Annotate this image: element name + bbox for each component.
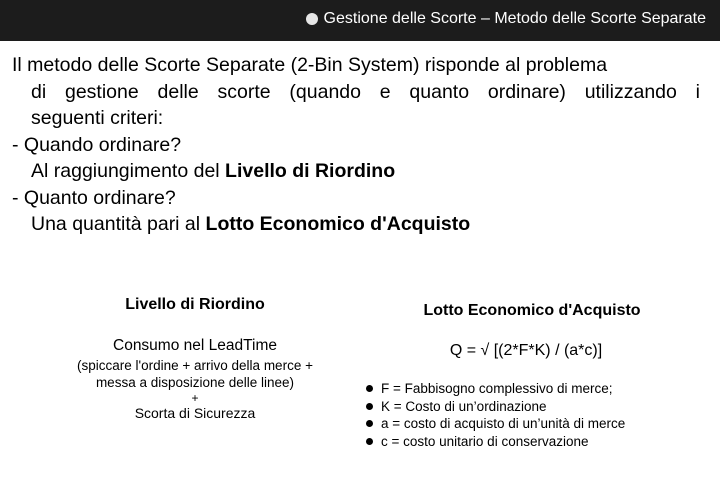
eoq-item-text: K = Costo di un’ordinazione (381, 398, 547, 414)
bullet-icon (306, 13, 318, 25)
bullet-icon (366, 403, 373, 410)
answer-how-much-prefix: Una quantità pari al (31, 213, 206, 235)
answer-when (12, 158, 700, 185)
bullet-icon (366, 438, 373, 445)
list-item (366, 380, 706, 398)
answer-when-prefix: Al raggiungimento del (31, 160, 226, 182)
list-item (366, 415, 706, 433)
intro-text (12, 52, 700, 238)
eoq-formula: Q = √ [(2*F*K) / (a*c)] (449, 342, 603, 359)
eoq-item-text: c = costo unitario di conservazione (381, 433, 589, 449)
eoq-item-text: a = costo di acquisto di un’unità di merce (381, 416, 626, 431)
slide-title: Gestione delle Scorte – Metodo delle Scorte Separate (323, 10, 706, 27)
question-how-much: - Quanto ordinare? (12, 186, 176, 209)
eoq-title: Lotto Economico d'Acquisto (423, 302, 641, 319)
answer-how-much-bold: Lotto Economico d'Acquisto (205, 213, 471, 235)
reorder-level-note-line-2: messa a disposizione delle linee) (95, 375, 295, 390)
question-when: - Quando ordinare? (12, 133, 182, 156)
eoq-variable-list (366, 380, 706, 450)
bullet-icon (366, 420, 373, 427)
reorder-level-safety: Scorta di Sicurezza (134, 405, 256, 421)
reorder-level-box (40, 296, 350, 421)
reorder-level-plus: + (191, 391, 199, 405)
reorder-level-note-line-1: (spiccare l'ordine + arrivo della merce + (77, 358, 313, 373)
reorder-level-title: Livello di Riordino (125, 296, 265, 313)
reorder-level-note (40, 357, 350, 391)
intro-line-1: Il metodo delle Scorte Separate (2-Bin System) risponde al problema (12, 54, 608, 76)
list-item (366, 433, 706, 451)
bullet-icon (366, 385, 373, 392)
answer-how-much (12, 211, 700, 238)
intro-line-2: di gestione delle scorte (quando e quanto ordinare) utilizzando i (31, 80, 700, 103)
list-item (366, 398, 706, 416)
answer-when-bold: Livello di Riordino (225, 160, 396, 182)
eoq-box (366, 302, 706, 450)
eoq-item-text: F = Fabbisogno complessivo di merce; (381, 381, 613, 396)
reorder-level-main: Consumo nel LeadTime (113, 337, 277, 354)
intro-line-3: seguenti criteri: (31, 107, 164, 129)
slide-header (0, 0, 720, 41)
